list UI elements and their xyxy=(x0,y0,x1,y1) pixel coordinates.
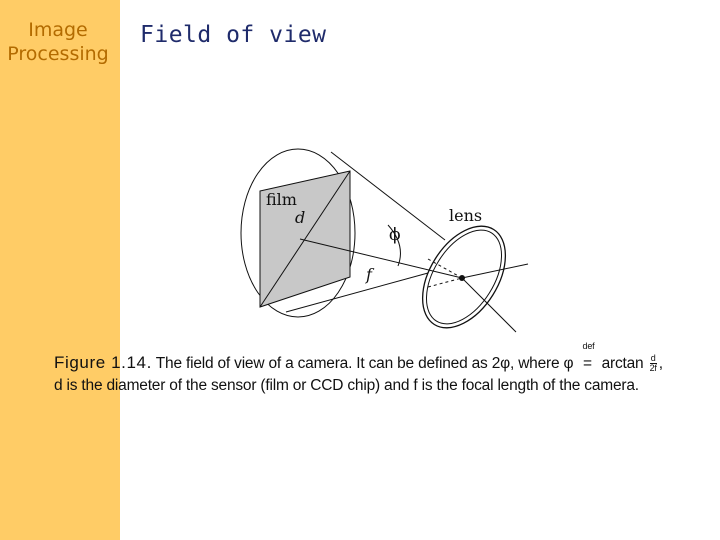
label-f: f xyxy=(366,265,372,284)
caption-text-part1: The field of view of a camera. It can be defined as 2φ, where φ xyxy=(155,355,574,372)
caption-text-arctan: arctan xyxy=(601,355,644,372)
label-phi: ϕ xyxy=(389,225,401,245)
fraction-numerator: d xyxy=(650,353,656,364)
label-lens: lens xyxy=(449,206,483,225)
caption-line1 xyxy=(54,341,720,375)
equals-sign: = xyxy=(583,355,592,372)
fraction-d-over-2f xyxy=(650,354,657,373)
caption-figure-number: Figure 1.14. xyxy=(54,353,152,372)
lens-center-point xyxy=(459,275,465,281)
field-of-view-figure xyxy=(228,145,538,345)
label-film: film xyxy=(266,190,297,209)
figure-caption xyxy=(54,341,720,397)
label-d: d xyxy=(295,208,306,227)
outgoing-ray-down xyxy=(462,278,516,332)
dashed-ray-lower xyxy=(428,278,462,287)
definition-equals xyxy=(577,341,597,375)
sidebar-title xyxy=(0,18,116,66)
caption-text-part3: , xyxy=(658,355,663,372)
sidebar-band xyxy=(0,0,120,540)
sidebar-title-line1: Image xyxy=(28,19,88,41)
caption-line2: d is the diameter of the sensor (film or CCD chip) and f is the focal length of the camera. xyxy=(54,377,639,394)
fraction-denominator: 2f xyxy=(649,363,657,374)
sidebar-title-line2: Processing xyxy=(7,43,109,65)
definition-label: def xyxy=(582,341,595,351)
field-of-view-diagram xyxy=(228,145,538,345)
outgoing-ray-right xyxy=(462,264,528,278)
page-title: Field of view xyxy=(140,22,327,48)
